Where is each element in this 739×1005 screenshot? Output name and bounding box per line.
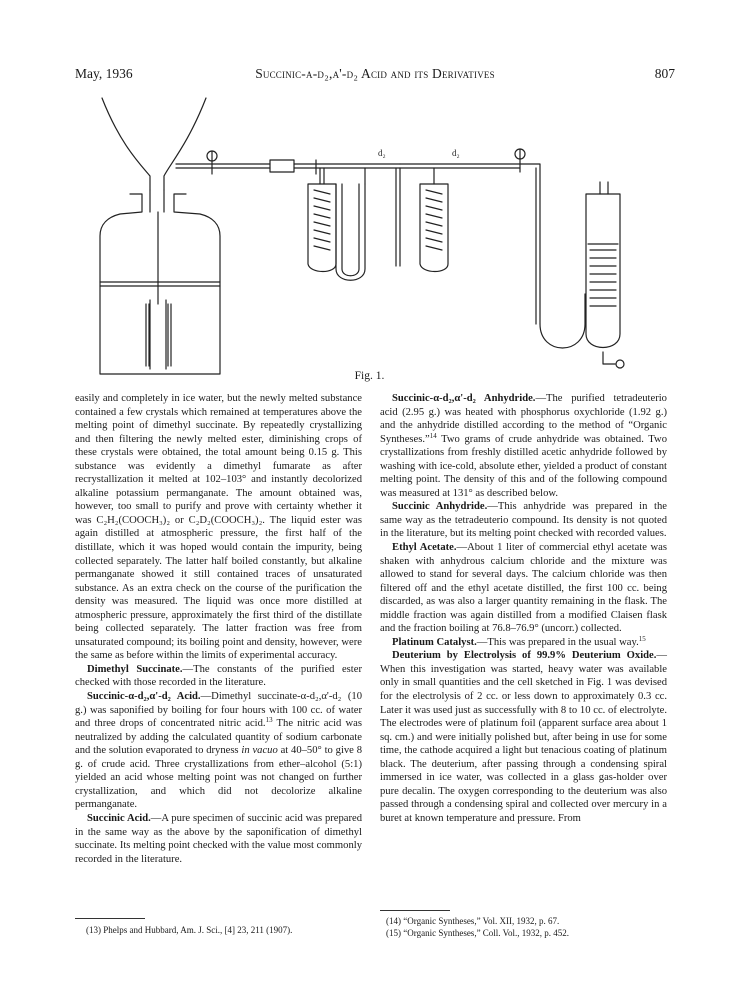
right-paragraph-1 <box>380 392 667 500</box>
ref-13: 13 <box>265 716 273 725</box>
left-paragraph-3 <box>75 690 362 812</box>
header-date: May, 1936 <box>75 66 133 81</box>
footnote-13: (13) Phelps and Hubbard, Am. J. Sci., [4] 23, 211 (1907). <box>86 925 293 935</box>
heading-anhydride-d4: Succinic-α-d₂,α'-d₂ Anhydride. <box>392 393 536 404</box>
left-paragraph-3-body: —Dimethyl succinate-α-d₂,α'-d₂ (10 g.) was saponified by boiling for four hours with 100 cc. of water and three drops of concentrated nitric acid. <box>75 691 362 730</box>
right-paragraph-2 <box>380 500 667 541</box>
heading-dimethyl-succinate: Dimethyl Succinate. <box>87 663 183 675</box>
left-paragraph-2-body: —The constants of the purified ester checked with those recorded in the literature. <box>75 663 362 689</box>
right-paragraph-5-body: — When this investigation was started, heavy water was available only in small quantities and the cell sketched in Fig. 1 was devised for the electrolysis of 2 cc. or less down to approximately 0.3 cc. Later it was used just as successfully with 8 to 10 cc. of electrolyte. The electrodes were of platinum foil (apparent surface area about 1 sq. cm.) and were initially polished but, after being in use for some time, the cathode acquired a light but tenacious coating of platinum black. The deuterium, after passing through a condensing spiral immersed in ice water, was collected in a glass gas-holder over pure decalin. The oxygen corresponding to the deuterium was also passed through a condensing spiral and collected over mercury in a buret at known temperature and pressure. From <box>380 650 667 824</box>
header-running-title: Succinic-α-d₂,α'-d₂ Acid and its Derivatives <box>255 66 495 81</box>
left-column <box>75 392 362 866</box>
header-page-number: 807 <box>654 66 675 81</box>
heading-succinic-anhydride: Succinic Anhydride. <box>392 501 488 513</box>
heading-succinic-acid: Succinic Acid. <box>87 812 151 824</box>
left-paragraph-2 <box>75 663 362 690</box>
running-header <box>75 66 675 84</box>
ref-14: 14 <box>429 431 437 440</box>
left-paragraph-3-body3: at 40–50° to give 8 g. of crude acid. Three crystallizations from ether–alcohol (5:1) yielded an acid whose melting point was not changed on further crystallization, and which did not decolorize alkaline permanganate. <box>75 745 363 811</box>
footnote-15: (15) “Organic Syntheses,” Coll. Vol., 1932, p. 452. <box>386 928 569 938</box>
label-d2-first: d₂ <box>378 148 386 158</box>
heading-succinic-d4-acid: Succinic-α-d₂,α'-d₂ Acid. <box>87 691 201 703</box>
left-paragraph-4 <box>75 812 362 866</box>
condensing-spiral-left <box>308 168 400 272</box>
label-d2-second: d₂ <box>452 148 460 158</box>
heading-ethyl-acetate: Ethyl Acetate. <box>392 542 457 554</box>
gas-holder <box>586 182 624 368</box>
right-paragraph-1-body: —The purified tetradeuterio acid (2.95 g.) was heated with phosphorus oxychloride (1.92 g.) and the anhydride distilled according to the method of “Organic Syntheses.” <box>380 393 667 445</box>
footnote-14: (14) “Organic Syntheses,” Vol. XII, 1932, p. 67. <box>386 916 560 926</box>
right-paragraph-5 <box>380 649 667 825</box>
heading-deuterium-electrolysis: Deuterium by Electrolysis of 99.9% Deuterium Oxide. <box>392 650 657 662</box>
electrolysis-jar <box>100 98 220 374</box>
left-paragraph-3-body2: The nitric acid was neutralized by adding the calculated quantity of sodium carbonate and the solution evaporated to dryness <box>75 718 362 757</box>
heading-platinum-catalyst: Platinum Catalyst. <box>392 636 477 648</box>
right-paragraph-2-body: —This anhydride was prepared in the same way as the tetradeuterio compound. Its density is not quoted in the literature, but its melting point checked with recorded values. <box>380 501 667 540</box>
in-vacuo: in vacuo <box>241 745 278 757</box>
right-column <box>380 392 667 826</box>
right-paragraph-4-body: —This was prepared in the usual way. <box>476 636 639 648</box>
left-paragraph-4-body: —A pure specimen of succinic acid was prepared in the same way as the above by the saponification of dimethyl succinate. Its melting point checked with the value most commonly recorded in the literature. <box>75 812 362 865</box>
figure-caption: Fig. 1. <box>354 370 385 382</box>
right-paragraph-4 <box>380 636 667 650</box>
apparatus-figure <box>80 94 665 384</box>
left-paragraph-1: easily and completely in ice water, but the newly melted substance contained a few crystals which remained at temperatures above the melting point of dimethyl succinate. By repeatedly crystallizing and then filtering the newly melted ester, diminishing crops of these crystals were obtained, the total amount being 0.15 g. This substance was evidently a dimethyl fumarate as after recrystallization it melted at 102–103° and instantly decolorized alkaline potassium permanganate. The amount obtained was, however, too small to purify and prove with certainty whether it was C₂H₂(COOCH₃)₂ or C₂D₂(COOCH₃)₂. The liquid ester was again distilled at atmospheric pressure, the first half of the distillate, which it was hoped would contain the impurity, being collected separately. The latter half boiled constantly, but alkaline permanganate showed it still contained traces of unsaturated substance. As an extra check on the course of the purification the density was measured. The liquid was once more distilled at atmospheric pressure, approximately the first third of the distillate being collected separately. The latter fraction was free from unsaturated compound; its boiling point and density, however, were the same as before within the limits of experimental accuracy. <box>75 393 362 662</box>
right-footnote-rule <box>380 910 450 911</box>
left-footnote-rule <box>75 918 145 919</box>
right-paragraph-1-body2: Two grams of crude anhydride was obtained. Two crystallizations from freshly distilled acetic anhydride followed by washing with ice-cold, absolute ether, yielded a product of constant melting point. The density of this and of the following compound was measured at 131° as described below. <box>380 433 667 499</box>
ref-15: 15 <box>638 634 646 643</box>
right-paragraph-3 <box>380 541 667 636</box>
condensing-spiral-right <box>420 168 448 272</box>
right-paragraph-3-body: —About 1 liter of commercial ethyl acetate was shaken with anhydrous calcium chloride and the mixture was allowed to stand for several days. The calcium chloride was then filtered off and the ethyl acetate distilled, the first 100 cc. being discarded, as was also a larger quantity remaining in the flask. The middle fraction was again distilled from a modified Claisen flask and the fraction boiling at 76.8–76.9° (uncorr.) collected. <box>380 542 667 635</box>
